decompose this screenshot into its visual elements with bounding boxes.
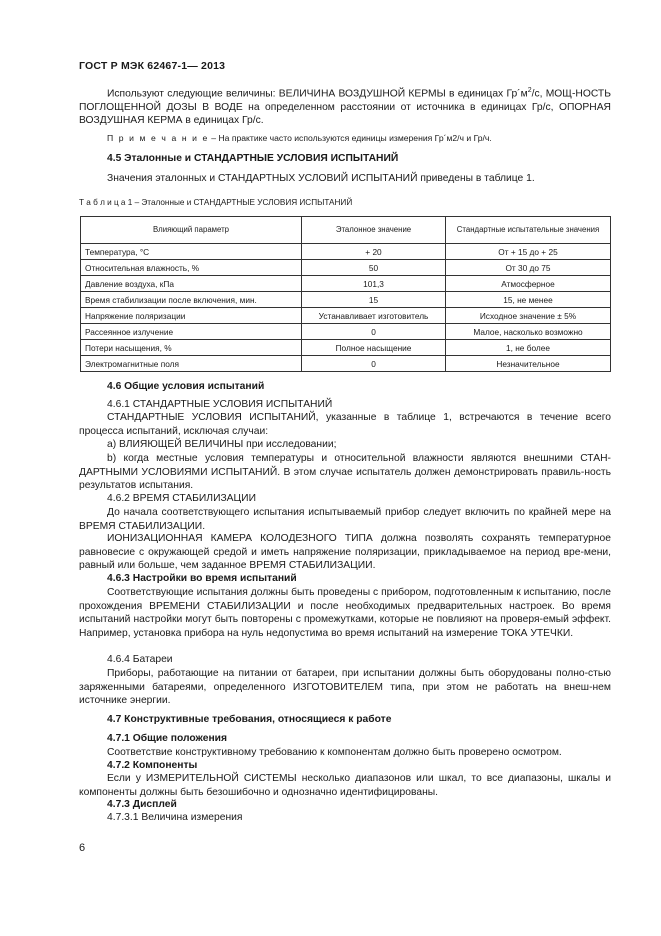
table-row (81, 308, 611, 324)
table-header-cell: Эталонное значение (302, 217, 446, 244)
table-cell: 101,3 (302, 276, 446, 292)
table-cell: Время стабилизации после включения, мин. (81, 292, 302, 308)
table-cell: Давление воздуха, кПа (81, 276, 302, 292)
table-header-row (81, 217, 611, 244)
table-cell: Полное насыщение (302, 340, 446, 356)
section-4-5-text: Значения эталонных и СТАНДАРТНЫХ УСЛОВИЙ ИСПЫТАНИЙ приведены в таблице 1. (107, 173, 535, 184)
section-4-7-3-1-heading: 4.7.3.1 Величина измерения (107, 812, 243, 823)
intro-text-2: /с, МОЩ-НОСТЬ ПОГЛОЩЕННОЙ ДОЗЫ В ВОДЕ на определенном расстоянии от источника в единицах Гр/с, ОПОРНАЯ ВОЗДУШНАЯ КЕРМА в единицах Гр/с. (79, 88, 611, 127)
table-row (81, 260, 611, 276)
table-cell: 15, не менее (446, 292, 611, 308)
section-4-5-heading: 4.5 Эталонные и СТАНДАРТНЫЕ УСЛОВИЯ ИСПЫТАНИЙ (107, 153, 399, 164)
table-cell: Атмосферное (446, 276, 611, 292)
section-4-7-2-text: Если у ИЗМЕРИТЕЛЬНОЙ СИСТЕМЫ несколько диапазонов или шкал, то все диапазоны, шкалы и компоненты должны быть безошибочно и однозначно идентифицированы. (79, 773, 611, 798)
note-label: П р и м е ч а н и е (107, 133, 209, 143)
table-cell: Незначительное (446, 356, 611, 372)
section-4-6-2-text: До начала соответствующего испытания испытываемый прибор следует включить по крайней мере на ВРЕМЯ СТАБИЛИЗАЦИИ. (79, 507, 611, 532)
section-4-6-2-heading: 4.6.2 ВРЕМЯ СТАБИЛИЗАЦИИ (107, 493, 256, 504)
page-number: 6 (79, 842, 86, 854)
table-caption: Т а б л и ц а 1 – Эталонные и СТАНДАРТНЫЕ УСЛОВИЯ ИСПЫТАНИЙ (79, 198, 353, 207)
document-header: ГОСТ Р МЭК 62467-1— 2013 (79, 60, 226, 72)
section-4-6-2-text-2: ИОНИЗАЦИОННАЯ КАМЕРА КОЛОДЕЗНОГО ТИПА должна позволять сохранять температурное равновесие с окружающей средой и иметь напряжение поляризации, прикладываемое на период вре-мени, равный или больше, чем заданное ВРЕМЯ СТАБИЛИЗАЦИИ. (79, 533, 611, 571)
table-cell: Напряжение поляризации (81, 308, 302, 324)
section-4-6-4-text: Приборы, работающие на питании от батареи, при испытании должны быть оборудованы полно-стью заряженными батареями, определенного ИЗГОТОВИТЕЛЕМ типа, при этом не работать на внеш-нем источнике энергии. (79, 668, 611, 706)
section-4-7-2-heading: 4.7.2 Компоненты (107, 760, 198, 771)
table-row (81, 292, 611, 308)
section-4-7-1-text: Соответствие конструктивному требованию к компонентам должно быть проверено осмотром. (107, 747, 562, 758)
section-4-6-1-text: СТАНДАРТНЫЕ УСЛОВИЯ ИСПЫТАНИЙ, указанные в таблице 1, встречаются в течение всего процесса испытаний, исключая случаи: (79, 412, 611, 437)
table-cell: 15 (302, 292, 446, 308)
table-header-cell: Влияющий параметр (81, 217, 302, 244)
section-4-7-heading: 4.7 Конструктивные требования, относящиеся к работе (107, 714, 392, 725)
table-cell: Электромагнитные поля (81, 356, 302, 372)
intro-paragraph (79, 84, 611, 128)
section-4-7-1-heading: 4.7.1 Общие положения (107, 733, 227, 744)
table-row (81, 276, 611, 292)
intro-superscript: 2 (527, 87, 532, 94)
table-cell: 1, не более (446, 340, 611, 356)
table-cell: От 30 до 75 (446, 260, 611, 276)
intro-text-1: Используют следующие величины: ВЕЛИЧИНА ВОЗДУШНОЙ КЕРМЫ в единицах Гр´м (107, 88, 528, 100)
table-cell: 50 (302, 260, 446, 276)
section-4-6-1-heading: 4.6.1 СТАНДАРТНЫЕ УСЛОВИЯ ИСПЫТАНИЙ (107, 399, 333, 410)
section-4-6-3-text: Соответствующие испытания должны быть проведены с прибором, подготовленным к испытанию, после прохождения ВРЕМЕНИ СТАБИЛИЗАЦИИ и после необходимых предварительных настроек. Во время испытаний настройки могут быть повторены с промежутками, которые не повлияют на проверя-емый эффект. Например, установка прибора на нуль недопустима во время испытаний на измерение ТОКА УТЕЧКИ. (79, 587, 611, 639)
table-cell: Относительная влажность, % (81, 260, 302, 276)
list-item-b: b) когда местные условия температуры и относительной влажности являются внешними СТАН-ДАРТНЫМИ УСЛОВИЯМИ ИСПЫТАНИЙ. В этом случае испытатель должен демонстрировать правиль-ность результатов испытания. (79, 453, 611, 491)
table-cell: Температура, °С (81, 244, 302, 260)
table-cell: Исходное значение ± 5% (446, 308, 611, 324)
table-cell: От + 15 до + 25 (446, 244, 611, 260)
table-cell: + 20 (302, 244, 446, 260)
table-cell: Потери насыщения, % (81, 340, 302, 356)
table-header-cell: Стандартные испытательные значения (446, 217, 611, 244)
table-row (81, 244, 611, 260)
table-cell: 0 (302, 356, 446, 372)
table-cell: Устанавливает изготовитель (302, 308, 446, 324)
table-row (81, 324, 611, 340)
section-4-6-4-heading: 4.6.4 Батареи (107, 654, 173, 665)
table-cell: Рассеянное излучение (81, 324, 302, 340)
table-row (81, 356, 611, 372)
section-4-7-3-heading: 4.7.3 Дисплей (107, 799, 177, 810)
table-cell: 0 (302, 324, 446, 340)
list-item-a: a) ВЛИЯЮЩЕЙ ВЕЛИЧИНЫ при исследовании; (107, 439, 337, 450)
table-cell: Малое, насколько возможно (446, 324, 611, 340)
intro-note (107, 133, 611, 144)
section-4-6-heading: 4.6 Общие условия испытаний (107, 381, 265, 392)
section-4-6-3-heading: 4.6.3 Настройки во время испытаний (107, 573, 297, 584)
note-text: – На практике часто используются единицы измерения Гр´м2/ч и Гр/ч. (208, 133, 492, 143)
table-row (81, 340, 611, 356)
conditions-table (80, 216, 611, 372)
